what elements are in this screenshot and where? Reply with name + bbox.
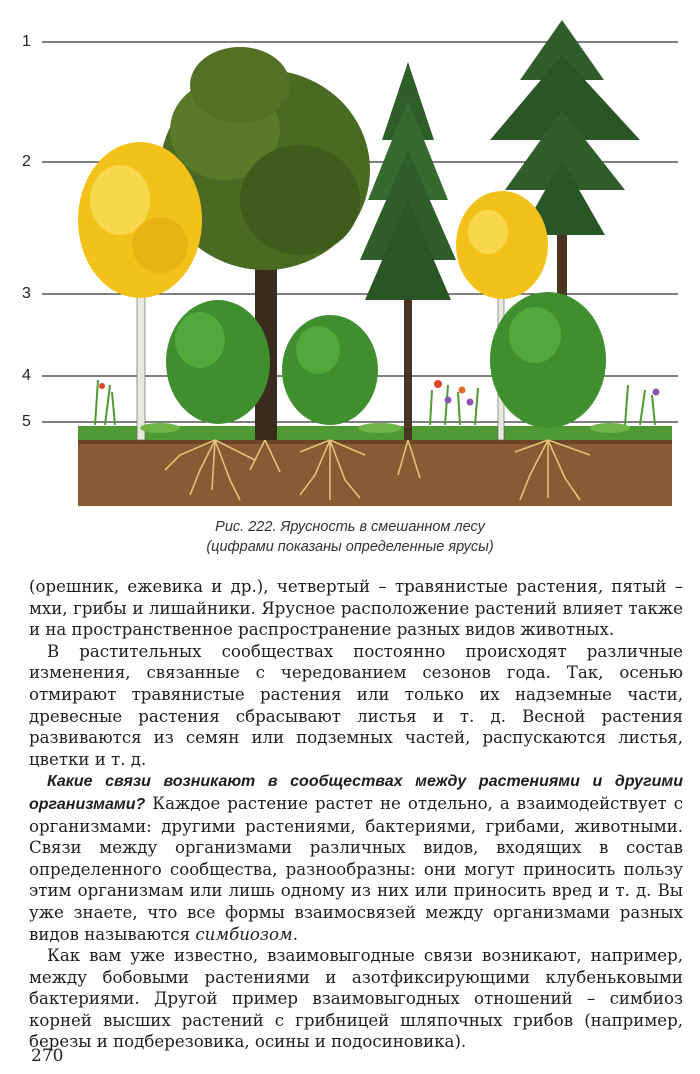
- tier-label-5: 5: [22, 413, 31, 430]
- body-text: [29, 576, 683, 1053]
- paragraph-3: [29, 770, 683, 945]
- tier-label-3: 3: [22, 285, 31, 302]
- page-number: 270: [31, 1046, 64, 1066]
- paragraph-3-body: Каждое растение растет не отдельно, а взаимодействует с организмами: другими растениями, бактериями, грибами, животными. Связи между организмами различных видов, входящих в состав определенного сообщества, разнообразны: они могут приносить пользу этим организмам или лишь одному из них или приносить вред и т. д. Вы уже знаете, что все формы взаимосвязей между организмами разных видов называются: [29, 793, 683, 944]
- tier-label-1: 1: [22, 33, 31, 50]
- soil-layer: [78, 426, 672, 506]
- forest-illustration: [0, 0, 700, 510]
- tier-label-4: 4: [22, 367, 31, 384]
- shrubs: [166, 292, 606, 428]
- tier-label-2: 2: [22, 153, 31, 170]
- figure-title: Ярусность в смешанном лесу: [276, 519, 485, 535]
- term-symbiosis: симбиозом: [195, 924, 293, 944]
- figure-number: Рис. 222.: [215, 519, 277, 535]
- paragraph-2: В растительных сообществах постоянно происходят различные изменения, связанные с чередованием сезонов года. Так, осенью отмирают травянистые растения или только их надземные части, древесные растения сбрасывают листья и т. д. Весной растения развиваются из семян или подземных частей, распускаются листья, цветки и т. д.: [29, 641, 683, 769]
- forest-tiers-figure: [0, 0, 700, 510]
- paragraph-1: (орешник, ежевика и др.), четвертый – травянистые растения, пятый – мхи, грибы и лишайники. Ярусное расположение растений влияет также и на пространственное распространение разных видов животных.: [29, 577, 683, 640]
- paragraph-3-end: .: [292, 924, 298, 944]
- section-question: Какие связи возникают в сообществах между растениями и другими организмами?: [29, 773, 683, 813]
- figure-caption-line-2: (цифрами показаны определенные ярусы): [206, 539, 494, 555]
- figure-caption-line-1: [0, 519, 700, 535]
- paragraph-4: Как вам уже известно, взаимовыгодные связи возникают, например, между бобовыми растениями и азотфиксирующими клубеньковыми бактериями. Другой пример взаимовыгодных отношений – симбиоз корней высших растений с грибницей шляпочных грибов (например, березы и подберезовика, осины и подосиновика).: [29, 946, 683, 1052]
